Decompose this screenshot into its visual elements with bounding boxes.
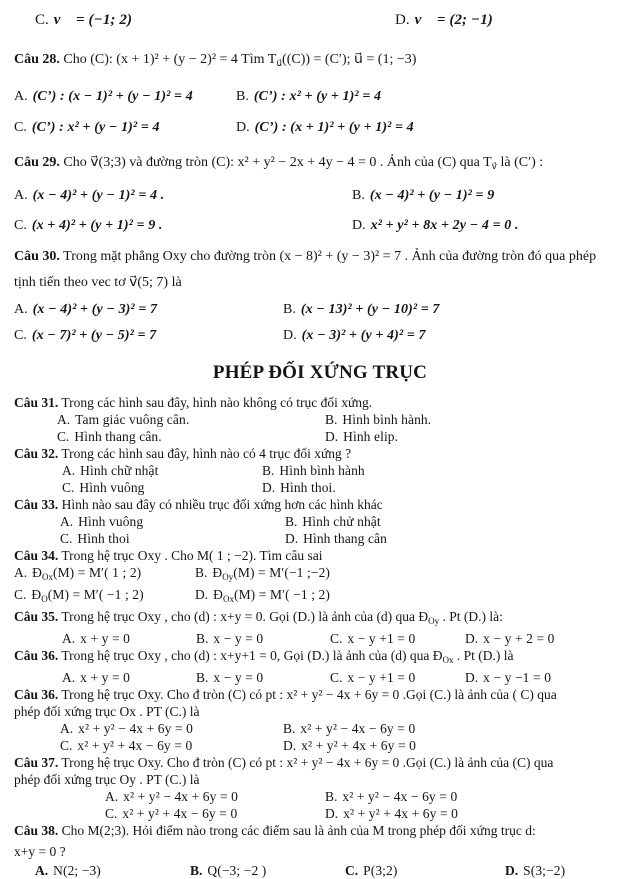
option-label: A.: [57, 412, 71, 427]
option-text: $Đ_{Oy}(M) = M'(-1$ ;−2): [212, 565, 331, 582]
option-q38-D: [505, 862, 626, 879]
question-stem-line: [14, 608, 626, 630]
option-text: x² + y² − 4x + 6y = 0: [78, 721, 194, 736]
option-label: C.: [60, 738, 73, 753]
option-orphan-D: [395, 8, 626, 32]
question-stem-line: [14, 703, 626, 720]
stem-text: Trong hệ trục Oxy , cho (d) : x+y = 0. Gọi (D.) là ảnh của (d) qua $Đ_{Oy}$ . Pt (D.) là:: [58, 609, 503, 626]
option-text: (x − 4)² + (y − 3)² = 7: [32, 302, 158, 317]
option-q38-C: [345, 862, 505, 879]
option-q36-D: [465, 669, 626, 686]
option-text: Q(−3; −2 ): [207, 863, 267, 878]
question-stem-line: [14, 647, 626, 669]
question-stem-line: [14, 547, 626, 564]
option-text: $Đ_O(M) = M'( -1$ ; 2): [31, 587, 144, 604]
option-q29-C: [14, 215, 352, 237]
options-grid: [14, 564, 626, 608]
question-q37: [14, 754, 626, 822]
option-text: Hình chử nhật: [302, 514, 381, 529]
option-text: x − y −1 = 0: [483, 670, 552, 685]
stem-text: Trong hệ trục Oxy. Cho đ tròn (C) có pt : x² + y² − 4x + 6y = 0 .Gọi (C.) là ảnh của (C) qua: [58, 755, 554, 770]
option-q36b-A: [60, 720, 283, 737]
option-label: C.: [14, 587, 27, 602]
question-number: Câu 36.: [14, 687, 59, 702]
option-text: P(3;2): [363, 863, 398, 878]
option-q37-C: [105, 805, 325, 822]
option-orphan-C: [35, 8, 395, 32]
question-q30: [14, 244, 626, 347]
question-number: Câu 30.: [14, 249, 60, 264]
question-number: Câu 32.: [14, 446, 59, 461]
option-label: B.: [352, 188, 365, 203]
option-label: B.: [283, 302, 296, 317]
option-text: Hình chữ nhật: [80, 463, 159, 478]
option-label: A.: [14, 188, 28, 203]
option-q28-C: [14, 117, 236, 139]
option-text: Hình thoi: [77, 531, 130, 546]
question-number: Câu 34.: [14, 548, 59, 563]
option-text: $Đ_{Ox}(M) = M'$( 1 ; 2): [32, 565, 142, 582]
option-text: Hình bình hành: [279, 463, 365, 478]
option-label: A.: [14, 302, 28, 317]
stem-text: Cho v⃗(3;3) và đường tròn (C): x² + y² − 2x + 4y − 4 = 0 . Ảnh của (C) qua $T_{v⃗}$ là (C′) :: [59, 155, 544, 171]
question-stem-line: [14, 445, 626, 462]
option-label: A.: [62, 631, 76, 646]
options-grid: [62, 630, 626, 647]
stem-text: Trong hệ trục Oxy . Cho M( 1 ; −2). Tìm câu sai: [58, 548, 323, 563]
options-grid: [14, 86, 626, 139]
option-label: B.: [285, 514, 298, 529]
option-label: C.: [105, 806, 118, 821]
option-q30-C: [14, 325, 283, 347]
stem-text: Trong hệ trục Oxy , cho (d) : x+y+1 = 0, Gọi (D.) là ảnh của (d) qua $Đ_{Ox}$ . Pt (D.) là: [58, 648, 514, 665]
option-q31-D: [325, 428, 626, 445]
option-label: A.: [35, 863, 49, 878]
stem-text: Cho M(2;3). Hỏi điểm nào trong các điểm sau là ảnh của M trong phép đối xứng trục d:: [58, 823, 536, 838]
option-label: A.: [62, 463, 76, 478]
option-label: B.: [190, 863, 203, 878]
option-text: x² + y² + 4x + 6y = 0: [301, 738, 417, 753]
option-q33-A: [60, 513, 285, 530]
option-q30-D: [283, 325, 626, 347]
option-text: x + y = 0: [80, 670, 131, 685]
options-grid: [35, 862, 626, 879]
question-q36: [14, 647, 626, 686]
option-q30-A: [14, 299, 283, 321]
stem-text: Trong các hình sau đây, hình nào có 4 trục đối xứng ?: [58, 446, 352, 461]
stem-text: phép đối xứng trục Ox . PT (C.) là: [14, 704, 200, 719]
option-q36b-C: [60, 737, 283, 754]
option-q29-D: [352, 215, 626, 237]
option-q29-A: [14, 185, 352, 207]
option-text: (C’) : (x − 1)² + (y − 1)² = 4: [32, 89, 193, 104]
option-label: C.: [57, 429, 70, 444]
option-text: $Đ_{Ox}(M) = M'( -1$ ; 2): [213, 587, 330, 604]
option-text: Hình bình hành.: [342, 412, 432, 427]
option-q35-C: [330, 630, 465, 647]
option-text: Hình thang cân.: [74, 429, 162, 444]
option-text: x² + y² − 4x − 6y = 0: [300, 721, 416, 736]
option-label: B.: [236, 89, 249, 104]
option-q28-D: [236, 117, 626, 139]
options-grid: [62, 669, 626, 686]
question-number: Câu 38.: [14, 823, 59, 838]
option-q33-D: [285, 530, 626, 547]
option-q36b-D: [283, 737, 626, 754]
option-q36-A: [62, 669, 196, 686]
option-text: N(2; −3): [53, 863, 101, 878]
option-text: x² + y² + 4x − 6y = 0: [77, 738, 193, 753]
option-text: v⃗ = (−1; 2): [53, 12, 133, 28]
options-grid: [60, 513, 626, 547]
option-text: Hình thang cân: [303, 531, 388, 546]
question-stem-line: [14, 47, 626, 76]
option-label: A.: [60, 721, 74, 736]
option-text: x − y = 0: [213, 631, 264, 646]
question-number: Câu 31.: [14, 395, 59, 410]
option-label: D.: [195, 587, 209, 602]
question-stem-line: [14, 843, 626, 860]
option-label: B.: [196, 670, 209, 685]
option-q31-B: [325, 411, 626, 428]
question-stem-line: [14, 771, 626, 788]
option-label: D.: [395, 12, 410, 28]
option-text: (C’) : x² + (y − 1)² = 4: [31, 120, 160, 135]
question-q29: [14, 150, 626, 237]
option-label: B.: [325, 412, 338, 427]
option-q31-A: [57, 411, 325, 428]
option-label: D.: [262, 480, 276, 495]
option-label: C.: [35, 12, 49, 28]
option-q37-B: [325, 788, 626, 805]
stem-text: tịnh tiến theo vec tơ v⃗(5; 7) là: [14, 275, 182, 290]
option-label: B.: [325, 789, 338, 804]
option-text: Tam giác vuông cân.: [75, 412, 190, 427]
question-q38: [14, 822, 626, 879]
question-stem-line: [14, 686, 626, 703]
option-label: D.: [465, 670, 479, 685]
stem-text: phép đối xứng trục Oy . PT (C.) là: [14, 772, 200, 787]
option-label: A.: [62, 670, 76, 685]
option-q37-D: [325, 805, 626, 822]
stem-text: Hình nào sau đây có nhiều trục đối xứng hơn các hình khác: [58, 497, 383, 512]
option-q36b-B: [283, 720, 626, 737]
option-label: A.: [14, 565, 28, 580]
option-text: x − y +1 = 0: [347, 631, 416, 646]
option-text: Hình thoi.: [280, 480, 336, 495]
option-text: (C’) : x² + (y + 1)² = 4: [253, 89, 382, 104]
options-grid: [60, 720, 626, 754]
question-stem-line: [14, 822, 626, 839]
options-grid: [14, 299, 626, 347]
option-text: (x − 7)² + (y − 5)² = 7: [31, 328, 157, 343]
option-label: D.: [283, 328, 297, 343]
options-grid: [105, 788, 626, 822]
section-title: PHÉP ĐỐI XỨNG TRỤC: [212, 362, 428, 383]
option-q36-B: [196, 669, 330, 686]
question-stem-line: [14, 496, 626, 513]
option-q31-C: [57, 428, 325, 445]
option-q32-D: [262, 479, 626, 496]
option-text: (C’) : (x + 1)² + (y + 1)² = 4: [254, 120, 414, 135]
option-q33-C: [60, 530, 285, 547]
option-label: D.: [325, 429, 339, 444]
option-label: A.: [60, 514, 74, 529]
option-q29-B: [352, 185, 626, 207]
option-label: B.: [283, 721, 296, 736]
option-q35-B: [196, 630, 330, 647]
option-label: D.: [236, 120, 250, 135]
question-stem-line: [14, 394, 626, 411]
option-q28-A: [14, 86, 236, 108]
option-label: B.: [262, 463, 275, 478]
option-text: x + y = 0: [80, 631, 131, 646]
stem-text: Trong hệ trục Oxy. Cho đ tròn (C) có pt : x² + y² − 4x + 6y = 0 .Gọi (C.) là ảnh của ( C) qua: [58, 687, 557, 702]
options-grid: [62, 462, 626, 496]
option-q34-C: [14, 586, 195, 608]
option-text: x − y +1 = 0: [347, 670, 416, 685]
option-label: C.: [330, 631, 343, 646]
option-label: B.: [196, 631, 209, 646]
option-q33-B: [285, 513, 626, 530]
question-q35: [14, 608, 626, 647]
stem-text: Trong các hình sau đây, hình nào không có trục đối xứng.: [58, 395, 373, 410]
question-number: Câu 37.: [14, 755, 59, 770]
option-label: A.: [14, 89, 28, 104]
option-q35-A: [62, 630, 196, 647]
option-text: x² + y² + 4x + 6y = 0: [343, 806, 459, 821]
options-grid: [35, 8, 626, 32]
option-label: D.: [352, 218, 366, 233]
question-q36b: [14, 686, 626, 754]
stem-text: Cho (C): (x + 1)² + (y − 2)² = 4 Tìm $T_{u⃗}((C)) = (C')$; u⃗ = (1; −3): [59, 52, 417, 68]
option-text: x² + y² − 4x − 6y = 0: [342, 789, 458, 804]
stem-text: Trong mặt phẳng Oxy cho đường tròn (x − 8)² + (y − 3)² = 7 . Ảnh của đường tròn đó qua phép: [59, 249, 597, 264]
options-grid: [14, 185, 626, 237]
option-label: D.: [285, 531, 299, 546]
option-q38-A: [35, 862, 190, 879]
question-stem-line: [14, 150, 626, 179]
question-stem-line: [14, 244, 626, 270]
question-q32: [14, 445, 626, 496]
option-text: S(3;−2): [523, 863, 566, 878]
option-label: C.: [14, 218, 27, 233]
option-label: D.: [465, 631, 479, 646]
option-q32-A: [62, 462, 262, 479]
option-q36-C: [330, 669, 465, 686]
option-label: D.: [505, 863, 519, 878]
option-label: C.: [60, 531, 73, 546]
option-text: (x − 3)² + (y + 4)² = 7: [301, 328, 426, 343]
option-q37-A: [105, 788, 325, 805]
option-text: x² + y² + 8x + 2y − 4 = 0 .: [370, 218, 519, 233]
option-q30-B: [283, 299, 626, 321]
options-grid: [57, 411, 626, 445]
option-q32-C: [62, 479, 262, 496]
option-q38-B: [190, 862, 345, 879]
option-text: Hình vuông: [79, 480, 145, 495]
question-q28: [14, 47, 626, 139]
option-label: C.: [14, 328, 27, 343]
option-q28-B: [236, 86, 626, 108]
question-number: Câu 29.: [14, 155, 60, 170]
option-text: (x − 4)² + (y − 1)² = 9: [369, 188, 495, 203]
option-q34-B: [195, 564, 626, 586]
option-text: v⃗ = (2; −1): [414, 12, 493, 28]
option-text: Hình elip.: [343, 429, 399, 444]
option-q32-B: [262, 462, 626, 479]
option-label: D.: [283, 738, 297, 753]
option-text: (x + 4)² + (y + 1)² = 9 .: [31, 218, 163, 233]
orphan-options-row: [14, 8, 626, 32]
option-q34-D: [195, 586, 626, 608]
option-text: (x − 13)² + (y − 10)² = 7: [300, 302, 440, 317]
question-q31: [14, 394, 626, 445]
option-text: (x − 4)² + (y − 1)² = 4 .: [32, 188, 165, 203]
option-label: C.: [330, 670, 343, 685]
question-number: Câu 28.: [14, 52, 60, 67]
question-number: Câu 35.: [14, 609, 59, 624]
option-label: C.: [14, 120, 27, 135]
question-stem-line: [14, 754, 626, 771]
question-q34: [14, 547, 626, 608]
option-text: x² + y² + 4x − 6y = 0: [122, 806, 238, 821]
question-q33: [14, 496, 626, 547]
question-stem-line: [14, 270, 626, 296]
option-q35-D: [465, 630, 626, 647]
option-label: D.: [325, 806, 339, 821]
question-number: Câu 33.: [14, 497, 59, 512]
option-label: C.: [345, 863, 359, 878]
stem-text: x+y = 0 ?: [14, 844, 66, 859]
option-label: B.: [195, 565, 208, 580]
option-text: Hình vuông: [78, 514, 144, 529]
option-text: x² + y² − 4x + 6y = 0: [123, 789, 239, 804]
option-label: C.: [62, 480, 75, 495]
option-text: x − y + 2 = 0: [483, 631, 555, 646]
option-text: x − y = 0: [213, 670, 264, 685]
question-number: Câu 36.: [14, 648, 59, 663]
option-label: A.: [105, 789, 119, 804]
option-q34-A: [14, 564, 195, 586]
